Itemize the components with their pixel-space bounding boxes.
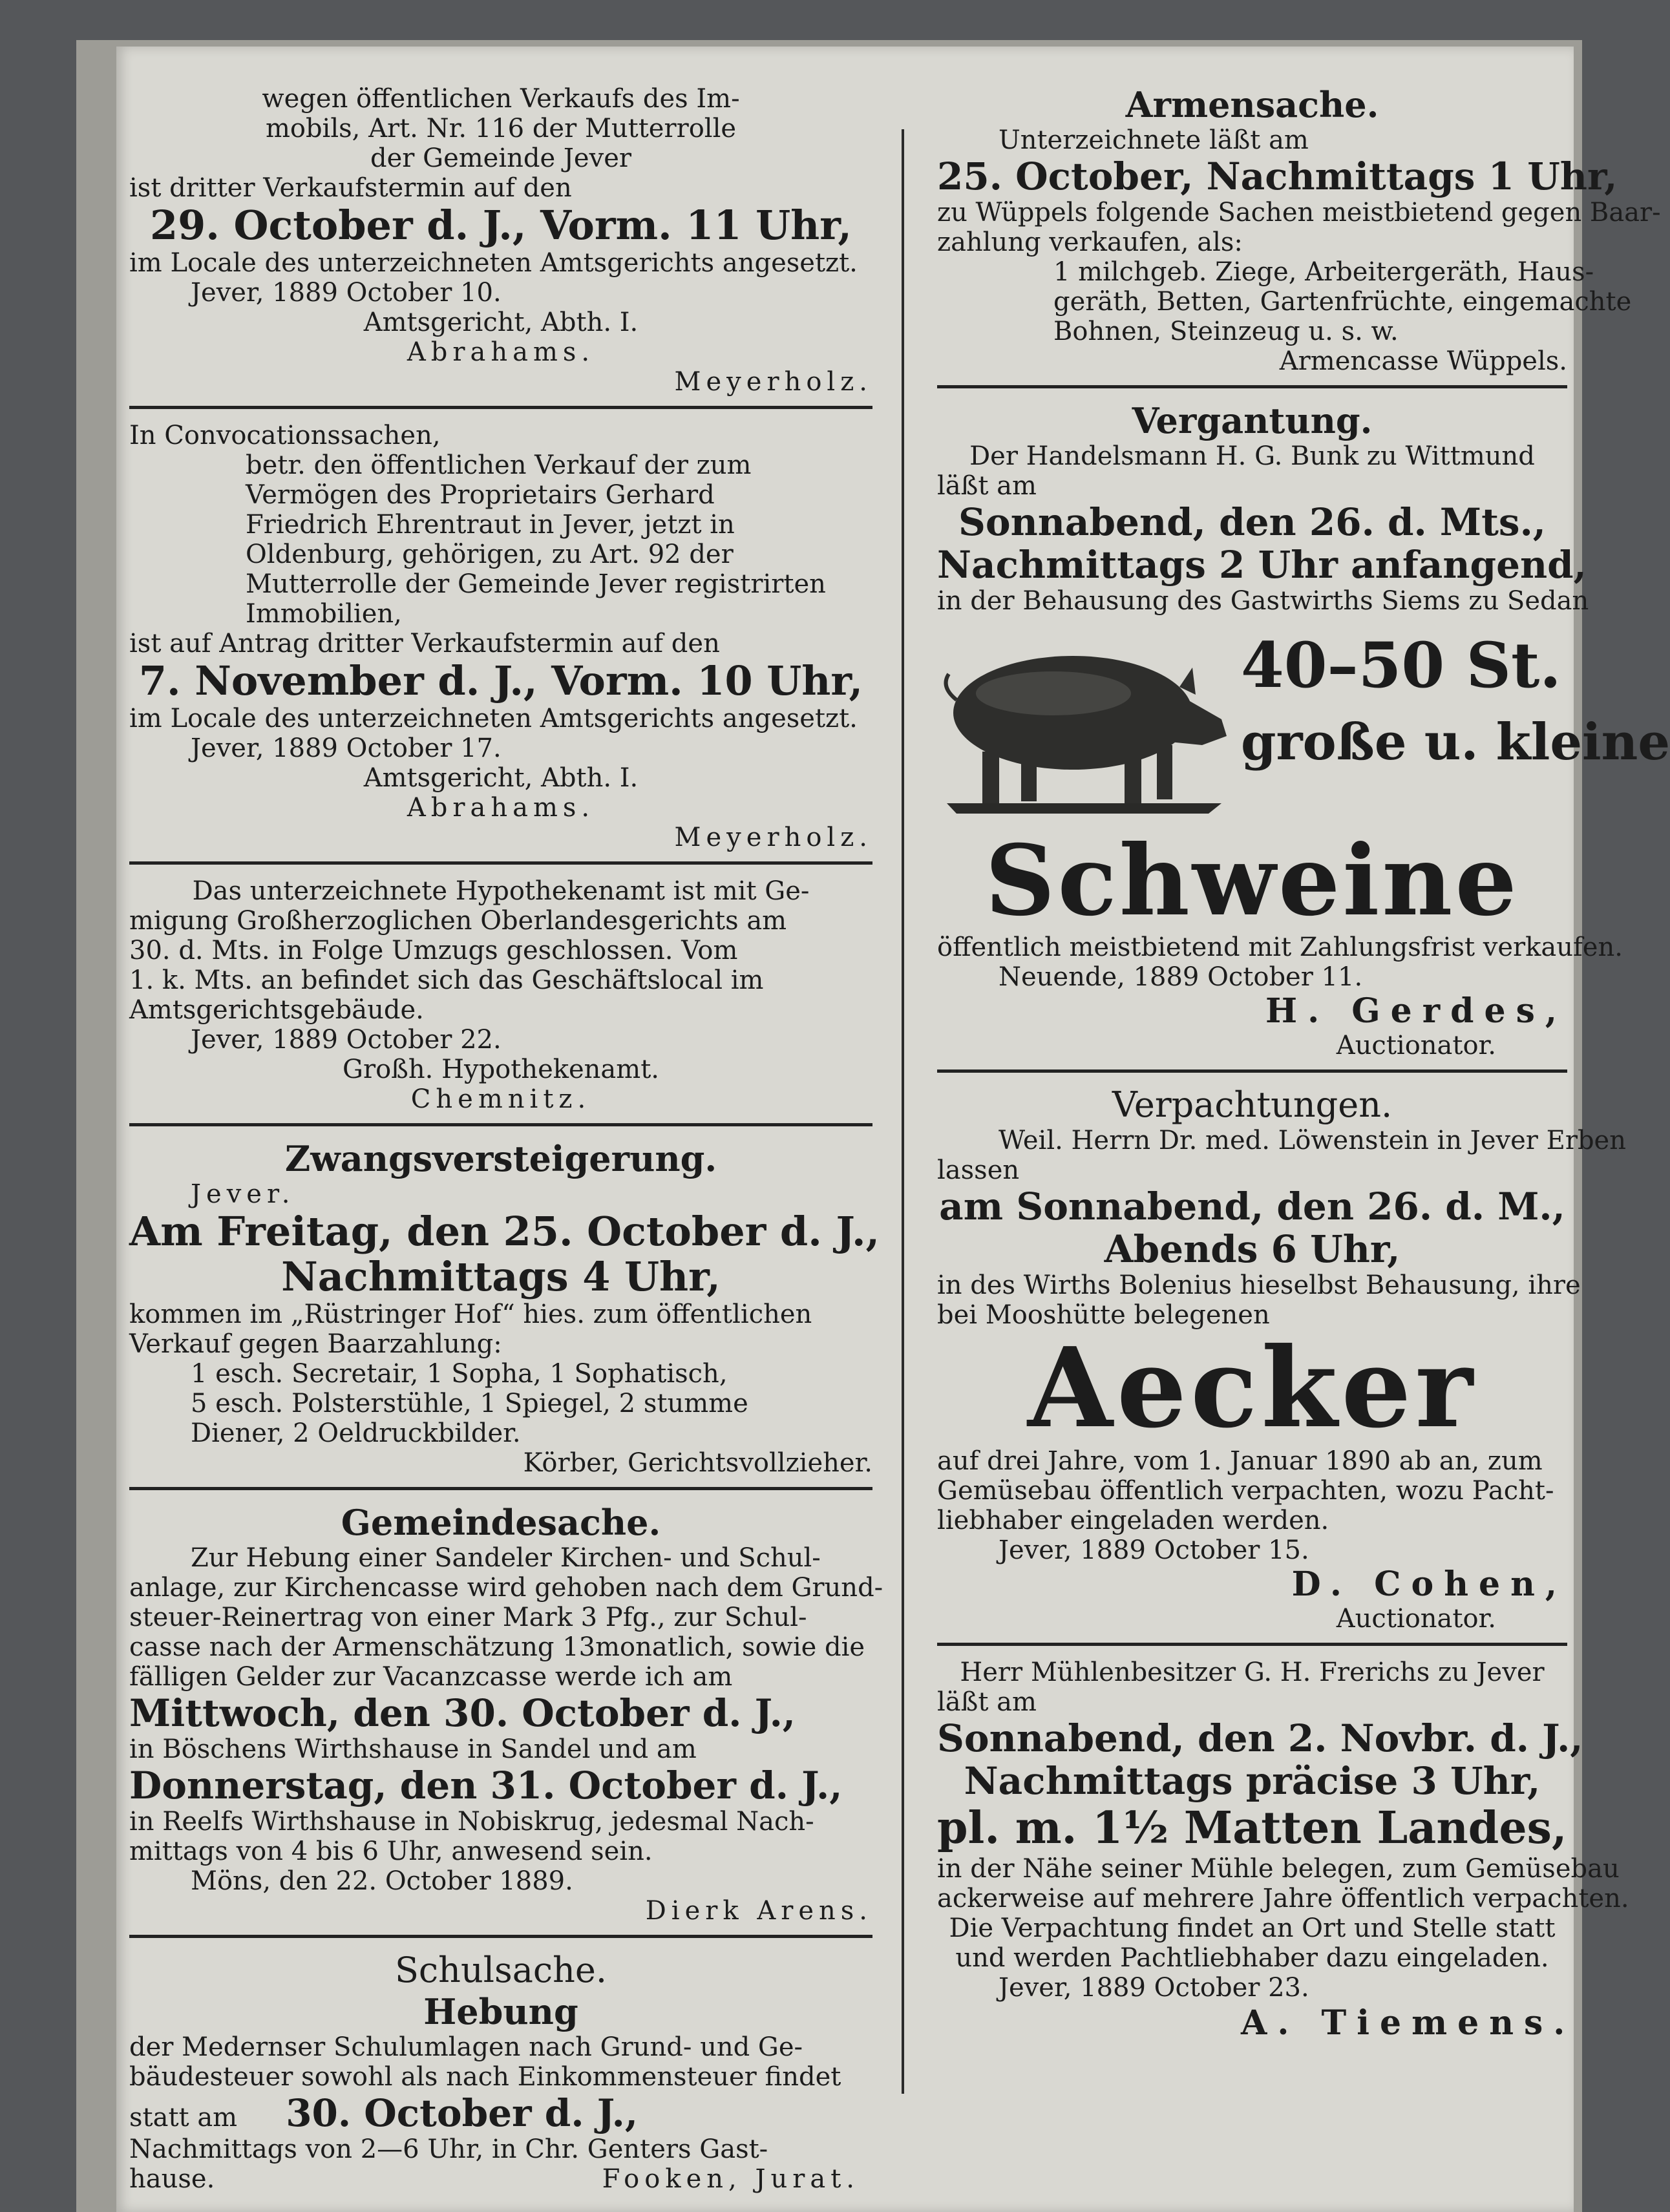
text-line: läßt am bbox=[937, 471, 1037, 501]
dateline: Jever, 1889 October 23. bbox=[999, 1973, 1309, 2003]
text-line: mobils, Art. Nr. 116 der Mutterrolle bbox=[265, 114, 737, 143]
auction-date: 7. November d. J., Vorm. 10 Uhr, bbox=[138, 657, 863, 704]
judge-name: Abrahams. bbox=[407, 337, 595, 367]
text-line: auf drei Jahre, vom 1. Januar 1890 ab an, zum bbox=[937, 1446, 1543, 1476]
judge-name: Abrahams. bbox=[407, 793, 595, 823]
text-line: Bohnen, Steinzeug u. s. w. bbox=[1053, 317, 1399, 346]
column-divider bbox=[902, 129, 904, 2094]
text-line: zahlung verkaufen, als: bbox=[937, 227, 1243, 257]
pig-icon bbox=[937, 622, 1234, 816]
text-line: statt am bbox=[129, 2103, 238, 2133]
closing-line bbox=[129, 2164, 872, 2194]
notice-school-matter bbox=[129, 1950, 872, 2194]
text-line: Amtsgerichtsgebäude. bbox=[129, 995, 424, 1025]
text-line: geräth, Betten, Gartenfrüchte, eingemachte bbox=[1053, 287, 1632, 317]
separator-rule bbox=[129, 1487, 872, 1490]
notice-pig-auction bbox=[937, 400, 1670, 1060]
right-column bbox=[937, 84, 1670, 2212]
separator-rule bbox=[129, 406, 872, 409]
auctioneer-name: D. Cohen, bbox=[1291, 1564, 1567, 1604]
text-line: Oldenburg, gehörigen, zu Art. 92 der bbox=[246, 540, 734, 569]
text-line: Unterzeichnete läßt am bbox=[999, 125, 1309, 155]
text-line: kommen im „Rüstringer Hof“ hies. zum öffentlichen bbox=[129, 1300, 812, 1329]
pig-illustration-row bbox=[937, 616, 1670, 829]
text-line: in Böschens Wirthshause in Sandel und am bbox=[129, 1734, 697, 1764]
notice-title: Schulsache. bbox=[394, 1950, 608, 1990]
text-line: öffentlich meistbietend mit Zahlungsfrist verkaufen. bbox=[937, 932, 1623, 962]
separator-rule bbox=[937, 1069, 1567, 1073]
text-line: casse nach der Armenschätzung 13monatlich, sowie die bbox=[129, 1632, 865, 1662]
auctioneer-name: H. Gerdes, bbox=[1265, 991, 1567, 1031]
dateline: Jever, 1889 October 22. bbox=[191, 1025, 502, 1055]
collection-date: Mittwoch, den 30. October d. J., bbox=[129, 1691, 796, 1735]
text-line: bäudesteuer sowohl als nach Einkommensteuer findet bbox=[129, 2062, 841, 2092]
separator-rule bbox=[937, 385, 1567, 388]
dateline: Jever, 1889 October 15. bbox=[999, 1535, 1309, 1565]
text-line: Herr Mühlenbesitzer G. H. Frerichs zu Jever bbox=[960, 1658, 1545, 1687]
text-line: in des Wirths Bolenius hieselbst Behausung, ihre bbox=[937, 1270, 1581, 1300]
notice-title: Gemeindesache. bbox=[341, 1502, 661, 1543]
text-line: 30. d. Mts. in Folge Umzugs geschlossen. Vom bbox=[129, 936, 738, 965]
signature: A. Tiemens. bbox=[1241, 2003, 1576, 2043]
collection-date-line bbox=[129, 2092, 872, 2134]
text-line: der Medernser Schulumlagen nach Grund- und Ge- bbox=[129, 2032, 803, 2062]
text-line: im Locale des unterzeichneten Amtsgerichts angesetzt. bbox=[129, 248, 858, 278]
text-line: hause. bbox=[129, 2164, 215, 2194]
sale-date: 25. October, Nachmittags 1 Uhr, bbox=[937, 154, 1618, 198]
notice-forced-auction bbox=[129, 1138, 880, 1478]
text-line: anlage, zur Kirchencasse wird gehoben nach dem Grund- bbox=[129, 1573, 883, 1603]
office-name: Großh. Hypothekenamt. bbox=[343, 1055, 659, 1084]
pig-headline: Schweine bbox=[985, 824, 1519, 938]
text-line: mittags von 4 bis 6 Uhr, anwesend sein. bbox=[129, 1837, 653, 1866]
left-column bbox=[129, 84, 883, 2212]
text-line: wegen öffentlichen Verkaufs des Im- bbox=[262, 84, 740, 114]
text-line: Gemüsebau öffentlich verpachten, wozu Pacht- bbox=[937, 1476, 1554, 1506]
separator-rule bbox=[129, 1123, 872, 1126]
separator-rule bbox=[129, 1935, 872, 1938]
separator-rule bbox=[937, 1643, 1567, 1646]
notice-title: Zwangsversteigerung. bbox=[284, 1138, 717, 1179]
text-line: steuer-Reinertrag von einer Mark 3 Pfg., zur Schul- bbox=[129, 1603, 807, 1632]
notice-poor-relief bbox=[937, 84, 1661, 376]
collection-date: Donnerstag, den 31. October d. J., bbox=[129, 1764, 843, 1807]
auctioneer-role: Auctionator. bbox=[1336, 1031, 1496, 1060]
auction-date: Sonnabend, den 26. d. Mts., bbox=[958, 500, 1546, 544]
lease-date: Sonnabend, den 2. Novbr. d. J., bbox=[937, 1716, 1583, 1760]
text-line: 1. k. Mts. an befindet sich das Geschäftslocal im bbox=[129, 965, 764, 995]
text-line: bei Mooshütte belegenen bbox=[937, 1300, 1270, 1330]
text-line: Das unterzeichnete Hypothekenamt ist mit Ge- bbox=[192, 876, 810, 906]
lease-date: am Sonnabend, den 26. d. M., bbox=[939, 1185, 1565, 1228]
text-line: Nachmittags von 2—6 Uhr, in Chr. Genters Gast- bbox=[129, 2134, 768, 2164]
text-line: Die Verpachtung findet an Ort und Stelle statt bbox=[949, 1913, 1556, 1943]
signature: Armencasse Wüppels. bbox=[1279, 346, 1567, 376]
fields-headline: Aecker bbox=[1027, 1323, 1477, 1453]
lease-time: Abends 6 Uhr, bbox=[1104, 1227, 1400, 1271]
place-name: Jever. bbox=[191, 1179, 295, 1209]
text-line: liebhaber eingeladen werden. bbox=[937, 1506, 1329, 1535]
notice-subtitle: Hebung bbox=[423, 1991, 578, 2032]
text-line: 5 esch. Polsterstühle, 1 Spiegel, 2 stumme bbox=[191, 1389, 748, 1418]
dateline: Jever, 1889 October 17. bbox=[191, 733, 502, 763]
notice-title: Verpachtungen. bbox=[1112, 1084, 1393, 1125]
auctioneer-role: Auctionator. bbox=[1336, 1604, 1496, 1634]
signature: Fooken, Jurat. bbox=[602, 2164, 860, 2194]
text-line: Der Handelsmann H. G. Bunk zu Wittmund bbox=[969, 441, 1535, 471]
text-line: lassen bbox=[937, 1155, 1020, 1185]
text-line: In Convocationssachen, bbox=[129, 421, 441, 450]
text-line: in Reelfs Wirthshause in Nobiskrug, jedesmal Nach- bbox=[129, 1807, 814, 1837]
clerk-name: Meyerholz. bbox=[674, 367, 872, 397]
official-name: Chemnitz. bbox=[410, 1084, 591, 1114]
text-line: 1 milchgeb. Ziege, Arbeitergeräth, Haus- bbox=[1053, 257, 1594, 287]
text-line: ackerweise auf mehrere Jahre öffentlich verpachten. bbox=[937, 1884, 1629, 1913]
text-line: in der Behausung des Gastwirths Siems zu Sedan bbox=[937, 586, 1589, 616]
text-line: Verkauf gegen Baarzahlung: bbox=[129, 1329, 502, 1359]
text-line: betr. den öffentlichen Verkauf der zum bbox=[246, 450, 752, 480]
text-line: ist dritter Verkaufstermin auf den bbox=[129, 173, 572, 203]
notice-title: Armensache. bbox=[1125, 84, 1379, 125]
clerk-name: Meyerholz. bbox=[674, 823, 872, 852]
notice-title: Vergantung. bbox=[1132, 400, 1373, 441]
text-line: Friedrich Ehrentraut in Jever, jetzt in bbox=[246, 510, 735, 540]
text-line: 1 esch. Secretair, 1 Sopha, 1 Sophatisch, bbox=[191, 1359, 728, 1389]
auction-time: Nachmittags 4 Uhr, bbox=[281, 1253, 721, 1300]
text-line: migung Großherzoglichen Oberlandesgerichts am bbox=[129, 906, 787, 936]
notice-community-matter bbox=[129, 1502, 883, 1926]
notice-auction-art-116 bbox=[129, 84, 872, 397]
text-line: der Gemeinde Jever bbox=[370, 143, 631, 173]
collection-date: 30. October d. J., bbox=[286, 2091, 639, 2135]
notice-leases bbox=[937, 1084, 1626, 1634]
notice-convocation bbox=[129, 421, 872, 852]
separator-rule bbox=[129, 861, 872, 865]
text-line: zu Wüppels folgende Sachen meistbietend gegen Baar- bbox=[937, 198, 1661, 227]
dateline: Jever, 1889 October 10. bbox=[191, 278, 502, 308]
text-line: läßt am bbox=[937, 1687, 1037, 1717]
court-name: Amtsgericht, Abth. I. bbox=[363, 308, 639, 337]
notice-mortgage-office bbox=[129, 876, 872, 1114]
text-line: fälligen Gelder zur Vacanzcasse werde ich am bbox=[129, 1662, 733, 1692]
text-line: ist auf Antrag dritter Verkaufstermin auf den bbox=[129, 629, 720, 658]
text-line: Vermögen des Proprietairs Gerhard bbox=[246, 480, 715, 510]
text-line: Zur Hebung einer Sandeler Kirchen- und Schul- bbox=[191, 1543, 821, 1573]
auction-time: Nachmittags 2 Uhr anfangend, bbox=[937, 543, 1587, 587]
pig-kind: große u. kleine bbox=[1241, 713, 1670, 772]
text-line: und werden Pachtliebhaber dazu eingeladen. bbox=[955, 1943, 1549, 1973]
lease-time: Nachmittags präcise 3 Uhr, bbox=[964, 1759, 1541, 1803]
signature: Dierk Arens. bbox=[645, 1896, 872, 1926]
text-line: Mutterrolle der Gemeinde Jever registrirten bbox=[246, 569, 826, 599]
pig-count: 40–50 St. bbox=[1241, 629, 1561, 702]
dateline: Neuende, 1889 October 11. bbox=[999, 962, 1363, 992]
text-line: Weil. Herrn Dr. med. Löwenstein in Jever Erben bbox=[999, 1126, 1626, 1155]
court-name: Amtsgericht, Abth. I. bbox=[363, 763, 639, 793]
text-line: Diener, 2 Oeldruckbilder. bbox=[191, 1418, 521, 1448]
text-line: im Locale des unterzeichneten Amtsgerichts angesetzt. bbox=[129, 704, 858, 733]
text-line: Immobilien, bbox=[246, 599, 402, 629]
land-amount: pl. m. 1½ Matten Landes, bbox=[937, 1802, 1567, 1854]
notice-land-lease bbox=[937, 1658, 1629, 2044]
text-line: in der Nähe seiner Mühle belegen, zum Gemüsebau bbox=[937, 1854, 1620, 1884]
auction-date: 29. October d. J., Vorm. 11 Uhr, bbox=[150, 202, 852, 249]
dateline: Möns, den 22. October 1889. bbox=[191, 1866, 573, 1896]
auction-date: Am Freitag, den 25. October d. J., bbox=[129, 1208, 880, 1255]
signature: Körber, Gerichtsvollzieher. bbox=[523, 1448, 872, 1478]
